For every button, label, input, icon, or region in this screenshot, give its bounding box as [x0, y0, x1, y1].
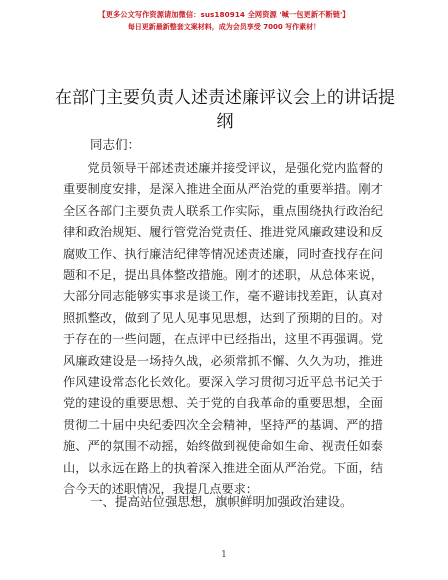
body-paragraph: 党员领导干部述责述廉并接受评议，是强化党内监督的重要制度安排，是深入推进全面从严治党的重要举措。刚才全区各部门主要负责人联系工作实际，重点围绕执行政治纪律和政治规矩、履行管党治党责任、推进党风廉政建设和反腐败工作、执行廉洁纪律等情况述责述廉，同时查找存在问题和不足，提出具体整改措施。刚才的述职，从总体来说，大部分同志能够实事求是谈工作，毫不避讳找差距，认真对照抓整改，做到了见人见事见思想，达到了预期的目的。对于存在的一些问题，在点评中已经指出，这里不再强调。党风廉政建设是一场持久战，必须常抓不懈、久久为功，推进作风建设常态化长效化。要深入学习贯彻习近平总书记关于党的建设的重要思想、关于党的自我革命的重要思想，全面贯彻二十届中央纪委四次全会精神，坚持严的基调、严的措施、严的氛围不动摇，始终做到视使命如生命、视责任如泰山，以永远在路上的执着深入推进全面从严治党。下面，结合今天的述职情况，我提几点要求： [63, 161, 383, 497]
promo-banner-line-2: 每日更新最新整套文案材料，成为会员享受 7000 写作素材！ [127, 23, 321, 31]
section-heading-1: 一、提高站位强思想，旗帜鲜明加强政治建设。 [90, 494, 353, 509]
page-number: 1 [221, 550, 227, 560]
document-title: 在部门主要负责人述责述廉评议会上的讲话提纲 [55, 88, 395, 132]
greeting: 同志们： [90, 137, 141, 152]
promo-banner-line-1: 【更多公文写作资源请加微信：sus180914 全网资源 '喊一包更新不断链'】 [98, 10, 350, 19]
